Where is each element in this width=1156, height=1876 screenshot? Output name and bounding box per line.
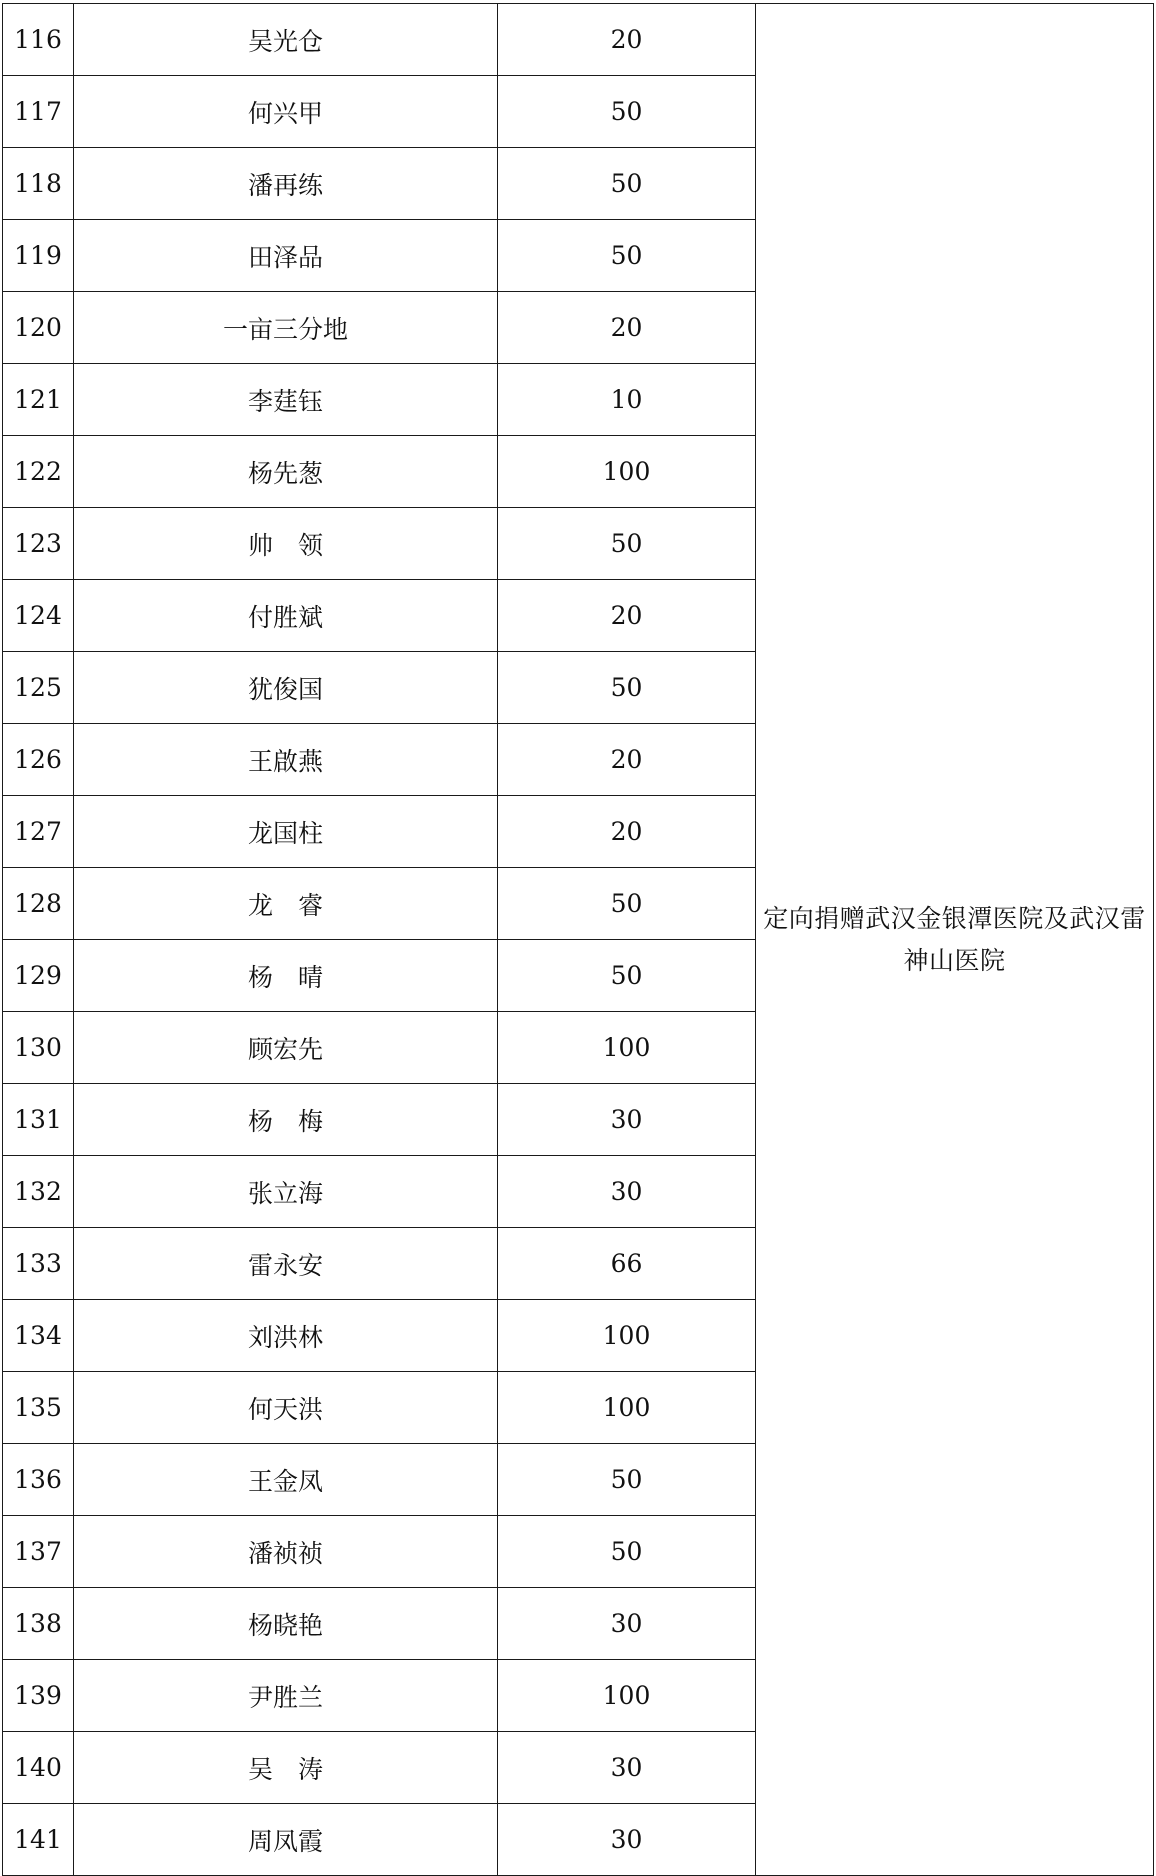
row-number-cell: 118 [3, 148, 74, 220]
donation-amount-cell: 30 [498, 1804, 756, 1876]
donor-name-cell: 潘祯祯 [74, 1516, 498, 1588]
row-number-cell: 132 [3, 1156, 74, 1228]
donation-amount-cell: 50 [498, 148, 756, 220]
donation-amount-cell: 100 [498, 1300, 756, 1372]
donor-name-cell: 帅 领 [74, 508, 498, 580]
donation-amount-cell: 100 [498, 436, 756, 508]
row-number-cell: 119 [3, 220, 74, 292]
donor-name-cell: 潘再练 [74, 148, 498, 220]
donation-amount-cell: 30 [498, 1588, 756, 1660]
table-row [3, 4, 1154, 76]
row-number-cell: 130 [3, 1012, 74, 1084]
donation-amount-cell: 50 [498, 1444, 756, 1516]
donation-table-body [3, 4, 1154, 1876]
row-number-cell: 127 [3, 796, 74, 868]
donor-name-cell: 一亩三分地 [74, 292, 498, 364]
row-number-cell: 122 [3, 436, 74, 508]
donation-amount-cell: 30 [498, 1156, 756, 1228]
row-number-cell: 117 [3, 76, 74, 148]
row-number-cell: 126 [3, 724, 74, 796]
donor-name-cell: 犹俊国 [74, 652, 498, 724]
row-number-cell: 131 [3, 1084, 74, 1156]
donation-amount-cell: 20 [498, 580, 756, 652]
row-number-cell: 116 [3, 4, 74, 76]
donation-table [2, 3, 1154, 1876]
row-number-cell: 133 [3, 1228, 74, 1300]
row-number-cell: 129 [3, 940, 74, 1012]
row-number-cell: 125 [3, 652, 74, 724]
donation-amount-cell: 30 [498, 1732, 756, 1804]
donation-amount-cell: 100 [498, 1012, 756, 1084]
row-number-cell: 123 [3, 508, 74, 580]
row-number-cell: 138 [3, 1588, 74, 1660]
donor-name-cell: 何兴甲 [74, 76, 498, 148]
donor-name-cell: 刘洪林 [74, 1300, 498, 1372]
donor-name-cell: 吴 涛 [74, 1732, 498, 1804]
donor-name-cell: 王金凤 [74, 1444, 498, 1516]
donor-name-cell: 尹胜兰 [74, 1660, 498, 1732]
donation-amount-cell: 20 [498, 796, 756, 868]
donor-name-cell: 周凤霞 [74, 1804, 498, 1876]
donor-name-cell: 杨晓艳 [74, 1588, 498, 1660]
donation-amount-cell: 50 [498, 220, 756, 292]
donation-amount-cell: 66 [498, 1228, 756, 1300]
row-number-cell: 120 [3, 292, 74, 364]
row-number-cell: 141 [3, 1804, 74, 1876]
donation-amount-cell: 20 [498, 292, 756, 364]
donation-amount-cell: 100 [498, 1372, 756, 1444]
donation-amount-cell: 50 [498, 1516, 756, 1588]
row-number-cell: 139 [3, 1660, 74, 1732]
donor-name-cell: 王啟燕 [74, 724, 498, 796]
donor-name-cell: 顾宏先 [74, 1012, 498, 1084]
donation-amount-cell: 50 [498, 868, 756, 940]
row-number-cell: 121 [3, 364, 74, 436]
donation-amount-cell: 20 [498, 724, 756, 796]
donor-name-cell: 付胜斌 [74, 580, 498, 652]
row-number-cell: 140 [3, 1732, 74, 1804]
donation-amount-cell: 50 [498, 76, 756, 148]
donor-name-cell: 田泽品 [74, 220, 498, 292]
donation-amount-cell: 50 [498, 508, 756, 580]
row-number-cell: 135 [3, 1372, 74, 1444]
row-number-cell: 124 [3, 580, 74, 652]
donation-amount-cell: 50 [498, 940, 756, 1012]
donor-name-cell: 吴光仓 [74, 4, 498, 76]
donation-amount-cell: 100 [498, 1660, 756, 1732]
row-number-cell: 134 [3, 1300, 74, 1372]
donor-name-cell: 杨 晴 [74, 940, 498, 1012]
donor-name-cell: 雷永安 [74, 1228, 498, 1300]
donor-name-cell: 杨 梅 [74, 1084, 498, 1156]
donor-name-cell: 杨先葱 [74, 436, 498, 508]
donor-name-cell: 李莛钰 [74, 364, 498, 436]
donation-purpose-cell: 定向捐赠武汉金银潭医院及武汉雷神山医院 [756, 4, 1154, 1876]
row-number-cell: 137 [3, 1516, 74, 1588]
row-number-cell: 128 [3, 868, 74, 940]
donation-amount-cell: 20 [498, 4, 756, 76]
donation-amount-cell: 30 [498, 1084, 756, 1156]
donation-amount-cell: 10 [498, 364, 756, 436]
row-number-cell: 136 [3, 1444, 74, 1516]
donor-name-cell: 龙 睿 [74, 868, 498, 940]
donor-name-cell: 龙国柱 [74, 796, 498, 868]
donor-name-cell: 何天洪 [74, 1372, 498, 1444]
donation-amount-cell: 50 [498, 652, 756, 724]
donor-name-cell: 张立海 [74, 1156, 498, 1228]
